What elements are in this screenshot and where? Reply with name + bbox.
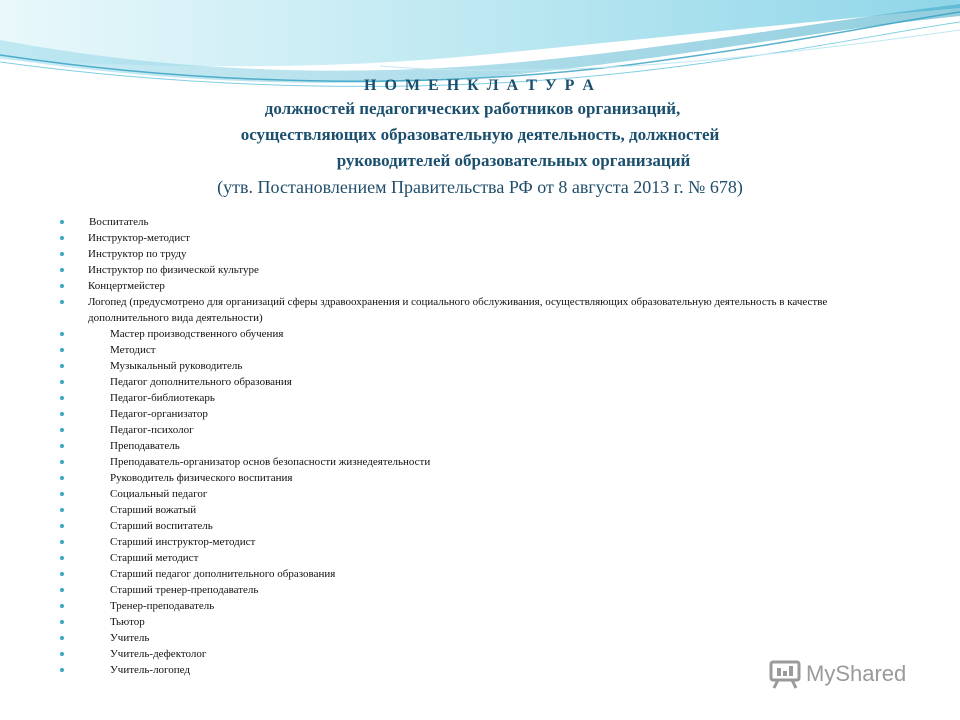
approval-note: (утв. Постановлением Правительства РФ от 8 августа 2013 г. № 678) bbox=[217, 177, 743, 197]
list-item: Учитель-логопед bbox=[60, 662, 880, 678]
list-item: Инструктор по физической культуре bbox=[60, 262, 880, 278]
title-line-3: руководителей образовательных организаций bbox=[336, 151, 691, 170]
list-item: Старший методист bbox=[60, 550, 880, 566]
document-title: Н О М Е Н К Л А Т У Р А bbox=[364, 77, 596, 94]
list-item: Педагог дополнительного образования bbox=[60, 374, 880, 390]
list-item: Преподаватель bbox=[60, 438, 880, 454]
list-item: Методист bbox=[60, 342, 880, 358]
list-item: Старший вожатый bbox=[60, 502, 880, 518]
list-item: Воспитатель bbox=[60, 214, 880, 230]
document-title-block bbox=[0, 76, 960, 200]
list-item: Педагог-организатор bbox=[60, 406, 880, 422]
presentation-board-icon bbox=[768, 659, 802, 689]
list-item: Старший воспитатель bbox=[60, 518, 880, 534]
list-item: Педагог-библиотекарь bbox=[60, 390, 880, 406]
list-item: Инструктор-методист bbox=[60, 230, 880, 246]
list-item: Старший тренер-преподаватель bbox=[60, 582, 880, 598]
list-item: Старший педагог дополнительного образования bbox=[60, 566, 880, 582]
list-item: Преподаватель-организатор основ безопасности жизнедеятельности bbox=[60, 454, 880, 470]
list-item: Старший инструктор-методист bbox=[60, 534, 880, 550]
list-item: Музыкальный руководитель bbox=[60, 358, 880, 374]
watermark-brand: MyShared bbox=[806, 661, 907, 686]
list-item: Педагог-психолог bbox=[60, 422, 880, 438]
title-line-1: должностей педагогических работников организаций, bbox=[264, 99, 681, 118]
list-item: Мастер производственного обучения bbox=[60, 326, 880, 342]
list-item: Руководитель физического воспитания bbox=[60, 470, 880, 486]
list-item: Инструктор по труду bbox=[60, 246, 880, 262]
list-item: Тренер-преподаватель bbox=[60, 598, 880, 614]
list-item: Социальный педагог bbox=[60, 486, 880, 502]
list-item: Учитель bbox=[60, 630, 880, 646]
title-line-2: осуществляющих образовательную деятельность, должностей bbox=[240, 125, 720, 144]
list-item: Логопед (предусмотрено для организаций сферы здравоохранения и социального обслуживания, осуществляющих образовательную деятельность в качестве дополнительного вида деятельности) bbox=[60, 294, 880, 326]
list-item: Тьютор bbox=[60, 614, 880, 630]
list-item: Учитель-дефектолог bbox=[60, 646, 880, 662]
watermark bbox=[768, 658, 906, 690]
positions-list bbox=[60, 214, 880, 678]
list-item: Концертмейстер bbox=[60, 278, 880, 294]
